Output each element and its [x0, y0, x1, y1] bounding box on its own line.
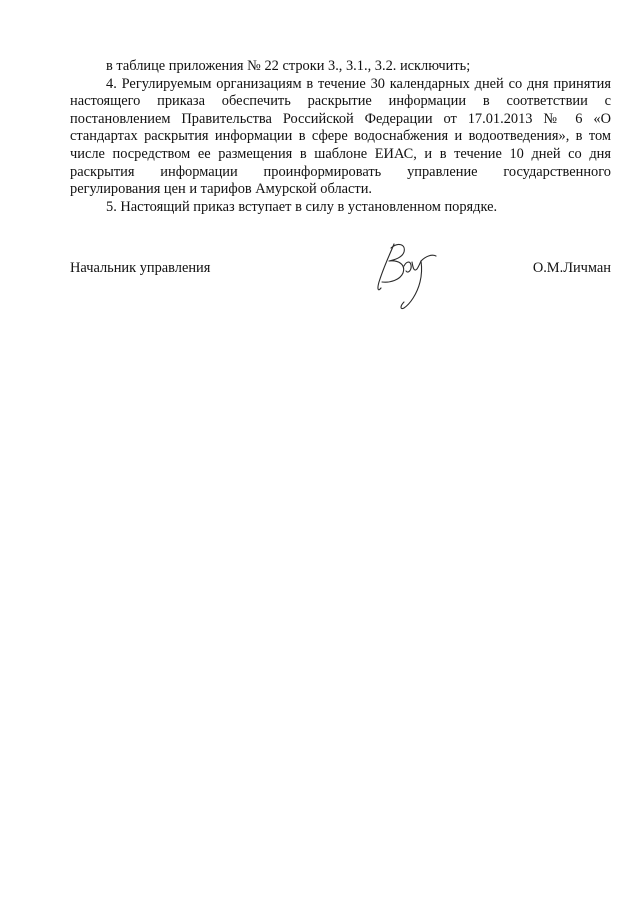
signature-block	[70, 260, 611, 282]
paragraph-item-4: 4. Регулируемым организациям в течение 30 календарных дней со дня принятия настоящего приказа обеспечить раскрытие информации в соответствии с постановлением Правительства Российской Федерации от 17.01.2013 № 6 «О стандартах раскрытия информации в сфере водоснабжения и водоотведения», в том числе посредством ее размещения в шаблоне ЕИАС, и в течение 10 дней со дня раскрытия информации проинформировать управление государственного регулирования цен и тарифов Амурской области.	[70, 75, 611, 198]
paragraph-item-5: 5. Настоящий приказ вступает в силу в установленном порядке.	[106, 198, 498, 215]
handwritten-signature	[370, 236, 442, 314]
signatory-name: О.М.Личман	[532, 260, 611, 276]
paragraph-table-exclusion: в таблице приложения № 22 строки 3., 3.1., 3.2. исключить;	[106, 58, 471, 74]
signatory-position: Начальник управления	[70, 260, 211, 276]
document-body	[70, 58, 611, 216]
